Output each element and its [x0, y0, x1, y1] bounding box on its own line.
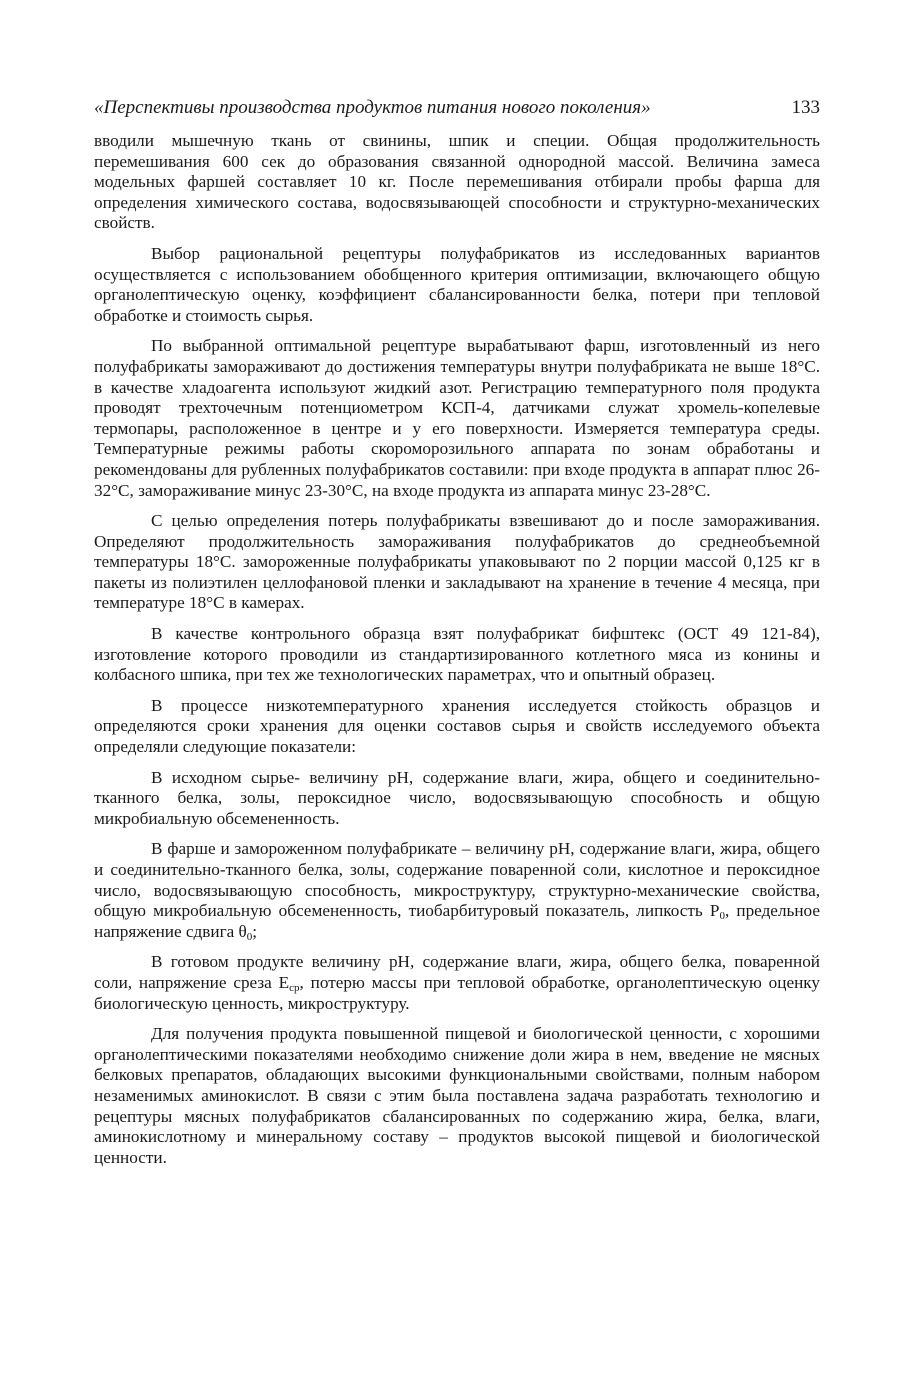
subscript: 0: [246, 930, 253, 943]
paragraph: Выбор рациональной рецептуры полуфабрикатов из исследованных вариантов осуществляется с использованием обобщенного критерия оптимизации, включающего общую органолептическую оценку, коэффициент сбалансированности белка, потери при тепловой обработке и стоимость сырья.: [94, 243, 820, 325]
subscript: 0: [719, 910, 725, 923]
paragraph: В качестве контрольного образца взят полуфабрикат бифштекс (ОСТ 49 121-84), изготовление которого проводили из стандартизированного котлетного мяса из конины и колбасного шпика, при тех же технологических параметрах, что и опытный образец.: [94, 624, 820, 685]
paragraph: В фарше и замороженном полуфабрикате – величину рН, содержание влаги, жира, общего и соединительно-тканного белка, золы, содержание поваренной соли, кислотное и пероксидное число, водосвязывающую способность, микроструктуру, структурно-механические свойства, общую микробиальную обсемененность, тиобарбитуровый показатель, липкость $Р_0$, предельное напряжение сдвига $\theta_0$;: [94, 839, 820, 943]
paragraph: С целью определения потерь полуфабрикаты взвешивают до и после замораживания. Определяют продолжительность замораживания полуфабрикатов до среднеобъемной температуры 18°С. замороженные полуфабрикаты упаковывают по 2 порции массой 0,125 кг в пакеты из полиэтилен целлофановой пленки и закладывают на хранение в течение 4 месяца, при температуре 18°С в камерах.: [94, 511, 820, 613]
paragraph: В исходном сырье- величину рН, содержание влаги, жира, общего и соединительно-тканного белка, золы, пероксидное число, водосвязывающую способность и общую микробиальную обсемененность.: [94, 767, 820, 828]
running-title: «Перспективы производства продуктов питания нового поколения»: [94, 97, 651, 118]
paragraph: По выбранной оптимальной рецептуре вырабатывают фарш, изготовленный из него полуфабрикаты замораживают до достижения температуры внутри полуфабриката не выше 18°С. в качестве хладоагента используют жидкий азот. Регистрацию температурного поля продукта проводят трехточечным потенциометром КСП-4, датчиками служат хромель-копелевые термопары, расположенное в центре и у его поверхности. Измеряется температура среды. Температурные режимы работы скороморозильного аппарата по зонам обработаны и рекомендованы для рубленных полуфабрикатов составили: при входе продукта в аппарат плюс 26-32°С, замораживание минус 23-30°С, на входе продукта из аппарата минус 23-28°С.: [94, 336, 820, 500]
subscript: ср: [289, 981, 300, 994]
paragraph: В готовом продукте величину рН, содержание влаги, жира, общего белка, поваренной соли, напряжение среза $Е_{ср}$, потерю массы при тепловой обработке, органолептическую оценку биологическую ценность, микроструктуру.: [94, 952, 820, 1013]
body-text: [94, 131, 820, 1168]
page-header: [94, 96, 820, 120]
paragraph: Для получения продукта повышенной пищевой и биологической ценности, с хорошими органолептическими показателями необходимо снижение доли жира в нем, введение не мясных белковых препаратов, обладающих высокими функциональными свойствами, полным набором незаменимых аминокислот. В связи с этим была поставлена задача разработать технологию и рецептуры мясных полуфабрикатов сбалансированных по содержанию жира, белка, влаги, аминокислотному и минеральному составу – продуктов высокой пищевой и биологической ценности.: [94, 1024, 820, 1167]
page-number: 133: [791, 97, 820, 118]
paragraph: В процессе низкотемпературного хранения исследуется стойкость образцов и определяются сроки хранения для оценки составов сырья и свойств исследуемого объекта определяли следующие показатели:: [94, 695, 820, 757]
paragraph: вводили мышечную ткань от свинины, шпик и специи. Общая продолжительность перемешивания 600 сек до образования связанной однородной массой. Величина замеса модельных фаршей составляет 10 кг. После перемешивания отбирали пробы фарша для определения химического состава, водосвязывающей способности и структурно-механических свойств.: [94, 131, 820, 233]
